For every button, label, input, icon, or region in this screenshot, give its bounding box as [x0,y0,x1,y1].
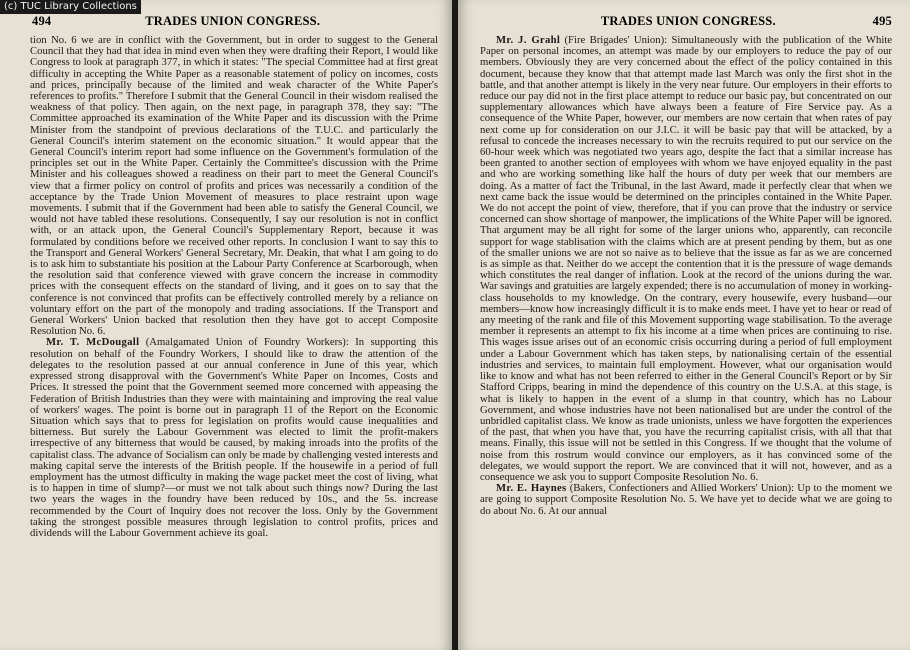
speaker-affiliation: (Bakers, Confectioners and Allied Workers' Union): [569,482,795,495]
left-page-header [30,14,438,29]
right-page-body [480,35,892,517]
left-page-body [30,35,438,539]
left-running-head: TRADES UNION CONGRESS. [145,14,321,28]
right-running-head: TRADES UNION CONGRESS. [600,14,776,28]
left-page-number: 494 [32,14,52,28]
paragraph-text: Up to the moment we are going to support Composite Resolution No. 5. We have yet to decide what we are going to do about No. 6. At our annual [480,482,893,517]
left-page [0,0,452,650]
right-page-header [480,14,892,29]
paragraph-text: tion No. 6 we are in conflict with the Government, but in order to suggest to the General Council that they had that idea in mind even when they were drafting their Report, I would like Congress to look at paragraph 377, in which it states: "The special Committee had at first great difficulty in accepting the White Paper as a reasonable statement of policy on incomes, costs and prices, principally because of the limited and weak character of the White Paper's references to profits." Therefore I submit that the General Council in their wisdom realised the weakness of that policy. Then again, on the next page, in paragraph 378, they say: "The Committee approached its examination of the White Paper and its discussion with the Prime Minister from the standpoint of previous declarations of the T.U.C. and particularly the General Council's interim statement on the economic situation." It would appear that the General Council's interim report had some influence on the Government's formulation of the principles set out in the White Paper. Certainly the Committee's discussion with the Prime Minister and his colleagues showed a readiness on their part to meet the General Council's view that a firmer policy on control of profits and prices was necessarily a condition of the acceptance by the Trade Union Movement of measures to place restraint upon wage movements. I submit that if the Government had been able to satisfy the General Council, we would not have tabled these resolutions. Consequently, I say our resolution is not in conflict with, or an attack upon, the General Council's Supplementary Report, because it was formulated by conditions before we received other reports. In conclusion I want to say this to the Transport and General Workers' General Secretary, Mr. Deakin, that what I am going to do is to ask him to substantiate his position at the Labour Party Conference at Scarborough, when the resolution said that conference viewed with grave concern the increase in commodity prices with the consequent effects on the standard of living, and it goes on to say that the conference is not convinced that profits can be effectively controlled merely by a reliance on voluntary effort on the part of the monopoly and trading associations. If the Transport and General Workers' Union backed that resolution then they have got to accept Composite Resolution No. 6. [30,34,438,338]
speaker-name: Mr. E. Haynes [496,482,567,495]
watermark-label: (c) TUC Library Collections [0,0,141,14]
speech-haynes [480,483,892,517]
right-page-number: 495 [872,14,892,28]
speaker-affiliation: (Amalgamated Union of Foundry Workers): [145,336,349,349]
paragraph-continuation [30,35,438,337]
paragraph-text: Simultaneously with the publication of the White Paper on personal incomes, an attempt was made by our employers to reduce the pay of our members. Obviously they are very concerned about the effect of the policy contained in this document, because they know that that attempt made last March was only the first shot in the battle, and that another attempt is likely in the very near future. Our employers in their efforts to reduce our pay did not in the first place attempt to reduce our basic pay, but concentrated on our supplementary allowances which have always been a feature of Fire Service pay. As a consequence of the White Paper, however, our members are now certain that when rates of pay next come up for consideration on our J.I.C. it will be basic pay that will be attacked, by a refusal to concede the increases necessary to win the recruits required to put our service on the 60-hour week which was negotiated two years ago, despite the fact that a similar increase has been granted to another section of employees with whom we have enjoyed equality in the past and who are working something like half the hours of duty per week that our members are doing. As a matter of fact the Tribunal, in the last Award, made it perfectly clear that when we next came back the issue would be determined on the principles contained in the White Paper. We do not accept the point of view, therefore, that if you can prove that the industry or service concerned can show shortage of manpower, the implications of the White Paper will be ignored. That argument may be all right for some of the larger unions who, apparently, can reconcile support for wage stablisation with the claims which are at present pending by them, but as one of the smaller unions we are not so naive as to believe that the issue as far as we are concerned is as simple as that. Neither do we accept the contention that it is the pressure of wage demands which constitutes the real danger of inflation. Look at the record of the unions during the war. War savings and gratuities are largely expended; there is no accumulation of money in working-class households to my knowledge. On the contrary, every housewife, every husband—our members—know how increasingly difficult it is to make ends meet. I have yet to hear or read of any meeting of the rank and file of this Movement supporting wage stabilisation. To the average member it represents an attempt to fix his income at a time when prices are continuing to rise. This wages issue arises out of an economic crisis occurring during a period of full employment under a Labour Government which has taken steps, by nationalising certain of the essential industries and services, to maintain full employment. However, what our organisation would like to know and what has not been referred to either in the General Council's Report or by Sir Stafford Cripps, bearing in mind the dependence of this country on the U.S.A. at this stage, is what is likely to happen in the event of a slump in that country, which has no Labour Government, and whose industries have not been nationalised but are under the control of the unbridled capitalist class. We know as trade unionists, unless we have forgotten the experiences of the past, that when you have that, you have the recurring capitalist crisis, with all that that means. Finally, this issue will not be settled in this Congress. If we thought that the volume of noise from this rostrum would convince our employers, as it has convinced some of the delegates, we would support the report. We are convinced that it will not, however, and as a consequence we ask you to support Composite Resolution No. 6. [480,34,893,483]
paragraph-text: In supporting this resolution on behalf of the Foundry Workers, I should like to draw the attention of the delegates to the resolution passed at our annual conference in June of this year, which expressed strong disapproval with the Government's White Paper on Incomes, Costs and Prices. It stressed the point that the Government seemed more concerned with appeasing the Federation of British Industries than they were with maintaining and improving the real value of workers' wages. The point is borne out in paragraph 11 of the Report on the Economic Situation which says that to press for legislation on profits would cause inequalities and bitterness. But surely the Labour Government was elected to limit the profit-makers irrespective of any bitterness that would be caused, by making inroads into the profits of the capitalist class. The advance of Socialism can only be made by challenging vested interests and making capital serve the interests of the British people. If the housewife in a period of full employment has the utmost difficulty in making the wage packet meet the cost of living, what is to happen in time of slump?—or must we not talk about such things now? During the last two years the wages in the foundry have been reduced by 10s., and the 5s. increase recommended by the Court of Inquiry does not recover the loss. Only by the Government taking the strongest possible measures through legislation to control profits, prices and dividends will the Labour Government achieve its goal. [30,336,439,539]
speaker-name: Mr. T. McDougall [46,336,140,349]
right-page [458,0,910,650]
speech-grahl [480,35,892,483]
speaker-affiliation: (Fire Brigades' Union): [564,34,668,46]
speech-mcdougall [30,337,438,539]
speaker-name: Mr. J. Grahl [496,34,561,46]
